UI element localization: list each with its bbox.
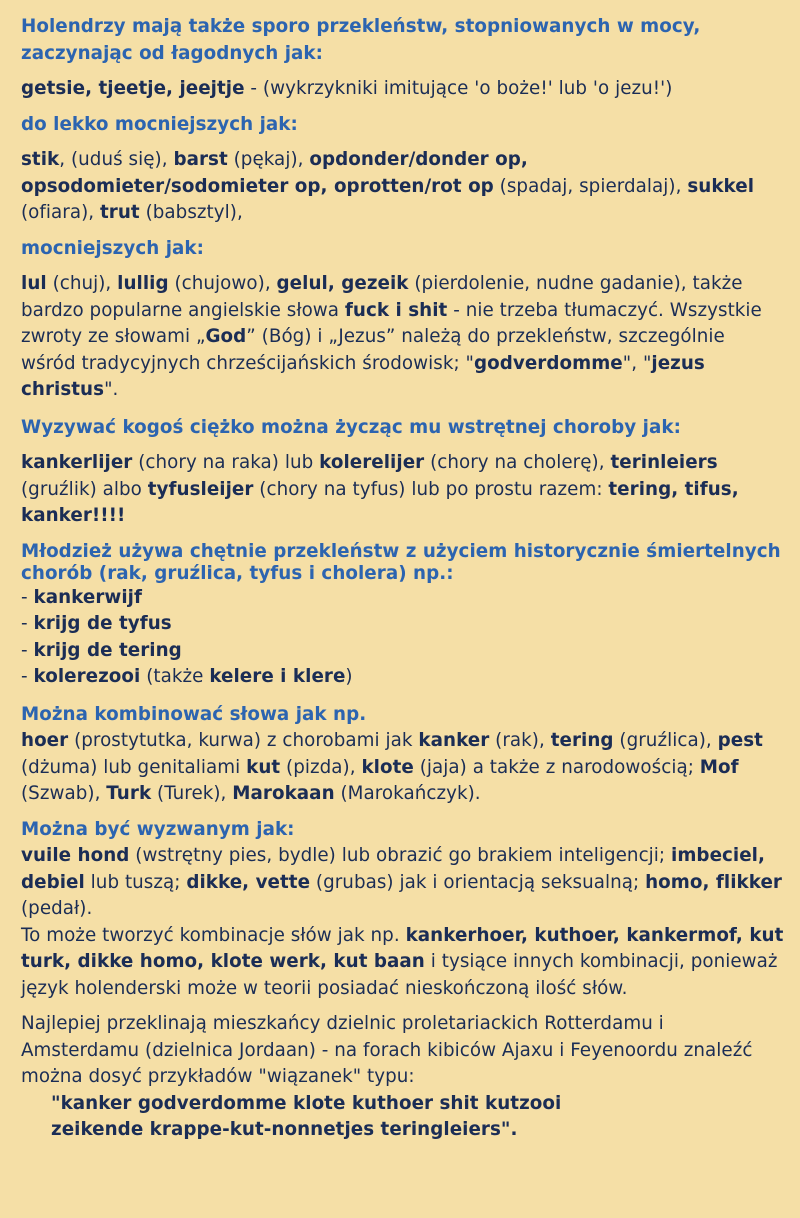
paragraph-strong — [21, 271, 784, 404]
paragraph-combinations — [21, 923, 784, 1003]
bold-term: godverdomme — [474, 352, 623, 374]
text: (chory na cholerę), — [424, 452, 611, 473]
bold-term: Turk — [106, 783, 152, 804]
text: i tysiące innych kombinacji, ponieważ język holenderski może w teorii posiadać nieskończoną ilość słów. — [21, 951, 778, 999]
text: (pedał). — [21, 898, 93, 919]
paragraph-mild — [21, 76, 784, 103]
text: (spadaj, spierdalaj), — [493, 175, 688, 197]
quote-line-2: zeikende krappe-kut-nonnetjes teringleiers". — [51, 1119, 518, 1140]
bold-term: tering, tifus, kanker!!!! — [21, 478, 739, 526]
section-heading-disease: Wyzywać kogoś ciężko można życząc mu wstrętnej choroby jak: — [21, 416, 681, 438]
text: ) — [345, 666, 353, 687]
bold-term: dikke, vette — [186, 871, 311, 893]
bold-term: kolerelijer — [319, 452, 425, 473]
text: (prostytutka, kurwa) z chorobami jak — [68, 730, 419, 751]
text: (gruźlica), — [613, 730, 718, 751]
paragraph-disease — [21, 450, 784, 530]
list-dash: - — [21, 586, 34, 608]
list-item — [21, 611, 784, 638]
text: (grubas) jak i orientacją seksualną; — [310, 871, 646, 893]
list-item — [21, 585, 784, 612]
bold-term: getsie, tjeetje, jeejtje — [21, 78, 245, 99]
section-heading-mild: Holendrzy mają także sporo przekleństw, stopniowanych w mocy, zaczynając od łagodnych jak: — [21, 16, 701, 64]
list-item — [21, 664, 784, 691]
paragraph-closing: Najlepiej przeklinają mieszkańcy dzielnic proletariackich Rotterdamu i Amsterdamu (dzielnica Jordaan) - na forach kibiców Ajaxu i Feyenoordu znaleźć można dosyć przykładów "wiązanek" typu: — [21, 1013, 753, 1087]
section-heading-insults: Można być wyzwanym jak: — [21, 818, 295, 840]
text: (wstrętny pies, bydle) lub obrazić go brakiem inteligencji; — [129, 845, 672, 866]
section-heading-youth: Młodzież używa chętnie przekleństw z użyciem historycznie śmiertelnych chorób (rak, gruźlica, tyfus i cholera) np.: — [21, 540, 781, 584]
text: (jaja) a także z narodowością; — [413, 756, 700, 778]
bold-term: imbeciel, debiel — [21, 845, 765, 893]
bold-term: pest — [717, 730, 763, 751]
bold-term: kankerhoer, kuthoer, kankermof, kut turk, dikke homo, klote werk, kut baan — [21, 924, 784, 972]
text: (chory na raka) lub — [132, 452, 320, 473]
section-heading-combine: Można kombinować słowa jak np. — [21, 703, 367, 725]
text: (pizda), — [280, 756, 362, 778]
bold-term: barst — [173, 149, 228, 170]
text: (chory na tyfus) lub po prostu razem: — [253, 478, 609, 500]
quote-line-1: "kanker godverdomme klote kuthoer shit kutzooi — [51, 1092, 562, 1114]
bold-term: krijg de tering — [33, 639, 182, 661]
paragraph-insults — [21, 843, 784, 923]
bold-term: gelul, gezeik — [276, 273, 409, 294]
bold-term: tyfusleijer — [147, 478, 254, 500]
text: ", " — [622, 352, 652, 374]
bold-term: lul — [21, 273, 47, 294]
text: - (wykrzykniki imitujące 'o boże!' lub 'o jezu!') — [244, 78, 673, 99]
paragraph-combine — [21, 728, 784, 808]
bold-term: homo, flikker — [645, 871, 782, 893]
text: To może tworzyć kombinacje słów jak np. — [21, 924, 406, 946]
bold-term: kanker — [418, 730, 490, 751]
text: (dżuma) lub genitaliami — [21, 756, 247, 778]
section-heading-strong: mocniejszych jak: — [21, 237, 204, 259]
text: ” (Bóg) i „Jezus” należą do przekleństw, szczególnie wśród tradycyjnych chrześcijańskich środowisk; " — [21, 326, 725, 374]
text: lub tuszą; — [84, 871, 187, 893]
text: (pierdolenie, nudne gadanie), także bardzo popularne angielskie słowa — [21, 273, 743, 321]
bold-term: sukkel — [687, 175, 755, 197]
bold-term: hoer — [21, 730, 69, 751]
bold-term: God — [205, 326, 247, 347]
text: (gruźlik) albo — [21, 478, 148, 500]
bold-term: vuile hond — [21, 845, 130, 866]
list-item — [21, 638, 784, 665]
text: (chuj), — [46, 273, 118, 294]
text: - nie trzeba tłumaczyć. Wszystkie zwroty ze słowami „ — [21, 299, 762, 347]
bold-term: jezus christus — [21, 352, 705, 400]
youth-list — [21, 585, 784, 691]
section-heading-medium: do lekko mocniejszych jak: — [21, 113, 298, 135]
text: (pękaj), — [227, 149, 310, 170]
bold-term: fuck i shit — [344, 299, 448, 321]
bold-term: kelere i klere — [209, 666, 346, 687]
bold-term: Marokaan — [232, 783, 335, 804]
text: (babsztyl), — [139, 202, 243, 223]
text: (chujowo), — [168, 273, 277, 294]
bold-term: Mof — [699, 756, 739, 778]
text: (rak), — [489, 730, 551, 751]
text: (także — [140, 666, 210, 687]
text: ". — [104, 379, 119, 400]
bold-term: kankerwijf — [33, 586, 142, 608]
bold-term: kolerezooi — [33, 666, 141, 687]
bold-term: tering — [550, 730, 614, 751]
bold-term: terinleiers — [610, 452, 718, 473]
list-dash: - — [21, 613, 34, 634]
text: (Szwab), — [21, 783, 107, 804]
text: , (uduś się), — [59, 149, 174, 170]
bold-term: kut — [246, 756, 281, 778]
bold-term: klote — [361, 756, 414, 778]
bold-term: opdonder/donder op, opsodomieter/sodomieter op, oprotten/rot op — [21, 149, 528, 197]
bold-term: kankerlijer — [21, 452, 133, 473]
list-dash: - — [21, 639, 34, 661]
text: (Turek), — [151, 783, 233, 804]
bold-term: krijg de tyfus — [33, 613, 172, 634]
list-dash: - — [21, 666, 34, 687]
bold-term: stik — [21, 149, 60, 170]
bold-term: lullig — [117, 273, 169, 294]
text: (ofiara), — [21, 202, 101, 223]
bold-term: trut — [100, 202, 140, 223]
paragraph-medium — [21, 147, 784, 227]
text: (Marokańczyk). — [334, 783, 481, 804]
